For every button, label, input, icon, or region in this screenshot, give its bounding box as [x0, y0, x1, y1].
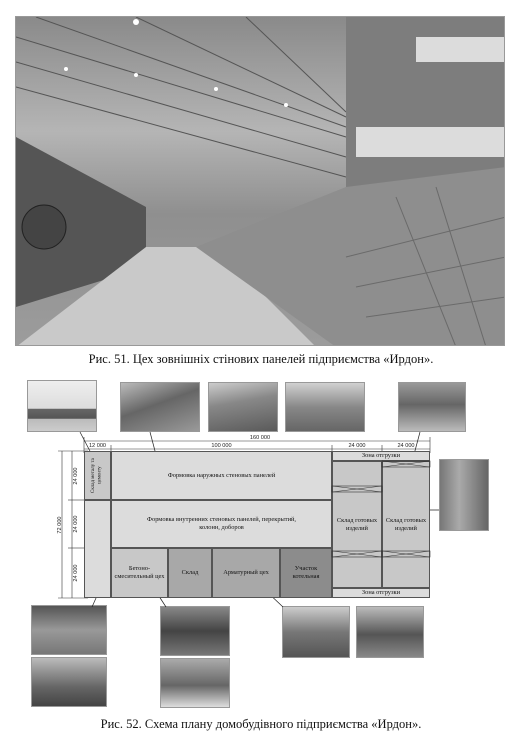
zone-inner-panels: Формовка внутренних стеновых панелей, перекрытий, колонн, доборов — [111, 500, 332, 548]
dim-width-1: 12 000 — [88, 443, 107, 449]
figure-52-caption: Рис. 52. Схема плану домобудівного підприємства «Ирдон». — [100, 717, 422, 731]
zone-outer-panels: Формовка наружных стеновых панелей — [111, 451, 332, 500]
dim-width-3: 24 000 — [348, 443, 366, 449]
zone-warehouse: Склад — [168, 548, 212, 598]
dim-width-2: 100 000 — [211, 443, 232, 449]
zone-rebar: Арматурный цех — [212, 548, 280, 598]
zone-shipping-top: Зона отгрузки — [332, 451, 430, 461]
dim-width-4: 24 000 — [397, 443, 415, 449]
dim-height-3: 24 000 — [73, 564, 79, 582]
dim-total-height: 72 000 — [57, 516, 63, 534]
figure-51-caption: Рис. 51. Цех зовнішніх стінових панелей підприємства «Ирдон». — [88, 352, 434, 366]
zone-finished-store-2: Склад готовых изделий — [382, 461, 430, 588]
zone-concrete-mixing: Бетоно-смесительный цех — [111, 548, 168, 598]
zone-shipping-bottom: Зона отгрузки — [332, 588, 430, 598]
dim-height-2: 24 000 — [73, 515, 79, 533]
dim-total-width: 160 000 — [249, 435, 271, 441]
zone-boiler: Участок котельная — [280, 548, 332, 598]
zone-finished-store-1: Склад готовых изделий — [332, 461, 382, 588]
zone-metal-cement-store: Склад металу та цементу — [84, 451, 111, 500]
dim-height-1: 24 000 — [73, 467, 79, 485]
